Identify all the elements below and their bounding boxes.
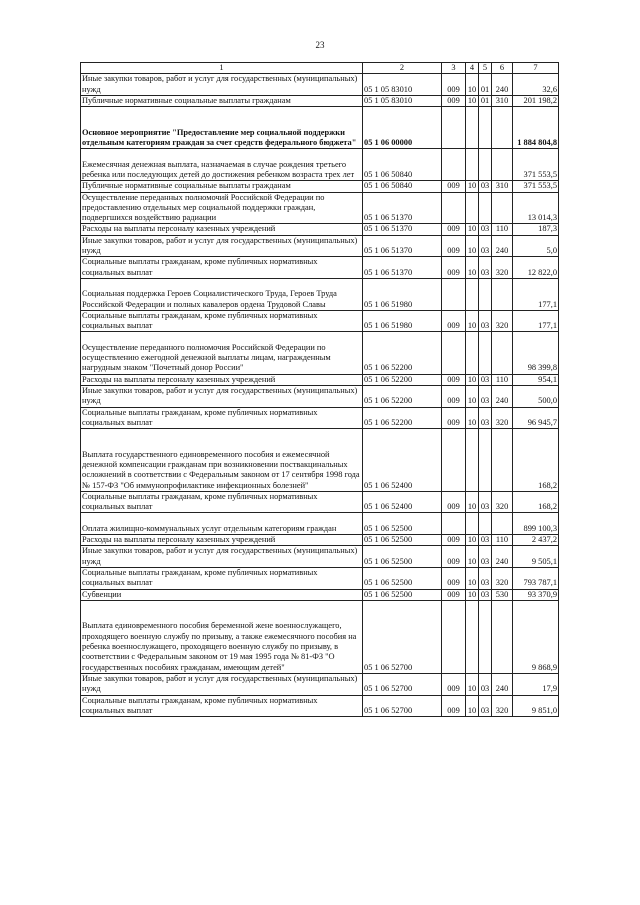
row-col3 (442, 107, 466, 149)
table-row (81, 429, 559, 492)
row-code: 05 1 06 50840 (363, 181, 442, 192)
row-col4: 10 (466, 407, 479, 429)
row-code: 05 1 06 52200 (363, 332, 442, 374)
row-col4: 10 (466, 374, 479, 385)
row-col6: 320 (492, 310, 513, 332)
row-col6: 110 (492, 224, 513, 235)
row-description: Социальная поддержка Героев Социалистического Труда, Героев Труда Российской Федерации и полных кавалеров ордена Трудовой Славы (81, 278, 363, 310)
row-amount: 371 553,5 (513, 181, 559, 192)
row-col4: 10 (466, 695, 479, 717)
row-col6: 110 (492, 535, 513, 546)
row-amount: 201 198,2 (513, 95, 559, 106)
row-description: Социальные выплаты гражданам, кроме публичных нормативных социальных выплат (81, 567, 363, 589)
row-description: Осуществление переданного полномочия Российской Федерации по осуществлению ежегодной денежной выплаты лицам, награжденным нагрудным знаком "Почетный донор России" (81, 332, 363, 374)
table-row (81, 673, 559, 695)
row-description: Осуществление переданных полномочий Российской Федерации по предоставлению отдельных мер социальной поддержки граждан, подвергшихся воздействию радиации (81, 192, 363, 224)
row-col6 (492, 600, 513, 673)
table-row (81, 374, 559, 385)
row-amount: 12 822,0 (513, 257, 559, 279)
row-amount: 1 884 804,8 (513, 107, 559, 149)
row-description: Расходы на выплаты персоналу казенных учреждений (81, 374, 363, 385)
row-col3 (442, 513, 466, 535)
row-col4 (466, 192, 479, 224)
row-col3: 009 (442, 673, 466, 695)
row-code: 05 1 05 83010 (363, 95, 442, 106)
row-description: Публичные нормативные социальные выплаты гражданам (81, 181, 363, 192)
row-amount: 177,1 (513, 278, 559, 310)
row-col4 (466, 278, 479, 310)
row-col5: 03 (479, 310, 492, 332)
row-col6 (492, 513, 513, 535)
row-col3 (442, 192, 466, 224)
table-row (81, 181, 559, 192)
row-code: 05 1 06 52200 (363, 385, 442, 407)
table-row (81, 567, 559, 589)
row-col6: 320 (492, 257, 513, 279)
row-col4: 10 (466, 95, 479, 106)
row-col3: 009 (442, 407, 466, 429)
row-col4: 10 (466, 546, 479, 568)
row-col5 (479, 192, 492, 224)
row-amount: 9 505,1 (513, 546, 559, 568)
row-col6: 240 (492, 385, 513, 407)
row-col4 (466, 513, 479, 535)
row-description: Иные закупки товаров, работ и услуг для государственных (муниципальных) нужд (81, 385, 363, 407)
table-header-row (81, 63, 559, 74)
row-col4 (466, 107, 479, 149)
row-code: 05 1 06 50840 (363, 149, 442, 181)
row-col3: 009 (442, 567, 466, 589)
table-row (81, 74, 559, 96)
row-col3 (442, 429, 466, 492)
row-col5 (479, 429, 492, 492)
row-col5 (479, 513, 492, 535)
row-code: 05 1 06 51370 (363, 224, 442, 235)
row-code: 05 1 06 52700 (363, 673, 442, 695)
row-description: Социальные выплаты гражданам, кроме публичных нормативных социальных выплат (81, 310, 363, 332)
row-code: 05 1 05 83010 (363, 74, 442, 96)
table-row (81, 149, 559, 181)
row-col6 (492, 192, 513, 224)
row-code: 05 1 06 52400 (363, 429, 442, 492)
row-col5 (479, 332, 492, 374)
row-col6 (492, 149, 513, 181)
row-amount: 93 370,9 (513, 589, 559, 600)
row-description: Иные закупки товаров, работ и услуг для государственных (муниципальных) нужд (81, 673, 363, 695)
row-description: Иные закупки товаров, работ и услуг для государственных (муниципальных) нужд (81, 235, 363, 257)
row-col3 (442, 600, 466, 673)
row-amount: 899 100,3 (513, 513, 559, 535)
row-code: 05 1 06 52500 (363, 567, 442, 589)
row-amount: 13 014,3 (513, 192, 559, 224)
row-code: 05 1 06 00000 (363, 107, 442, 149)
row-col4 (466, 429, 479, 492)
row-col4 (466, 332, 479, 374)
row-col4: 10 (466, 673, 479, 695)
row-col5: 03 (479, 407, 492, 429)
row-col6 (492, 278, 513, 310)
table-row (81, 546, 559, 568)
row-col3: 009 (442, 695, 466, 717)
table-row (81, 513, 559, 535)
row-code: 05 1 06 51370 (363, 192, 442, 224)
row-col3: 009 (442, 95, 466, 106)
row-code: 05 1 06 52700 (363, 695, 442, 717)
row-amount: 187,3 (513, 224, 559, 235)
row-amount: 98 399,8 (513, 332, 559, 374)
row-col3: 009 (442, 491, 466, 513)
row-code: 05 1 06 52200 (363, 407, 442, 429)
row-col5: 03 (479, 385, 492, 407)
row-col6 (492, 332, 513, 374)
row-col6: 310 (492, 95, 513, 106)
row-description: Иные закупки товаров, работ и услуг для государственных (муниципальных) нужд (81, 74, 363, 96)
row-col4 (466, 149, 479, 181)
header-cell: 4 (466, 63, 479, 74)
row-col3: 009 (442, 374, 466, 385)
row-amount: 177,1 (513, 310, 559, 332)
row-col6: 110 (492, 374, 513, 385)
row-col4: 10 (466, 224, 479, 235)
row-description: Субвенции (81, 589, 363, 600)
row-col6: 240 (492, 235, 513, 257)
table-row (81, 385, 559, 407)
row-description: Социальные выплаты гражданам, кроме публичных нормативных социальных выплат (81, 257, 363, 279)
header-cell: 3 (442, 63, 466, 74)
row-amount: 5,0 (513, 235, 559, 257)
row-amount: 954,1 (513, 374, 559, 385)
row-col6 (492, 429, 513, 492)
row-col4: 10 (466, 310, 479, 332)
row-col5: 03 (479, 235, 492, 257)
row-code: 05 1 06 51370 (363, 235, 442, 257)
row-description: Выплата государственного единовременного пособия и ежемесячной денежной компенсации гражданам при возникновении поствакцинальных осложнений в соответствии с Федеральным законом от 17 сентября 1998 года № 157-ФЗ "Об иммунопрофилактике инфекционных болезней" (81, 429, 363, 492)
row-col6: 240 (492, 74, 513, 96)
row-amount: 9 851,0 (513, 695, 559, 717)
table-row (81, 310, 559, 332)
row-code: 05 1 06 52400 (363, 491, 442, 513)
row-col5 (479, 278, 492, 310)
row-code: 05 1 06 52500 (363, 535, 442, 546)
row-description: Социальные выплаты гражданам, кроме публичных нормативных социальных выплат (81, 491, 363, 513)
row-col5: 03 (479, 257, 492, 279)
row-col3: 009 (442, 546, 466, 568)
row-col4: 10 (466, 235, 479, 257)
row-col3: 009 (442, 181, 466, 192)
header-cell: 7 (513, 63, 559, 74)
row-col3: 009 (442, 257, 466, 279)
row-col5: 03 (479, 374, 492, 385)
table-row (81, 535, 559, 546)
row-col4: 10 (466, 567, 479, 589)
row-col4: 10 (466, 491, 479, 513)
table-row (81, 332, 559, 374)
row-col6: 320 (492, 491, 513, 513)
row-code: 05 1 06 52200 (363, 374, 442, 385)
row-description: Расходы на выплаты персоналу казенных учреждений (81, 224, 363, 235)
row-amount: 32,6 (513, 74, 559, 96)
row-col6: 320 (492, 407, 513, 429)
row-col5: 03 (479, 535, 492, 546)
row-col5: 01 (479, 95, 492, 106)
row-col5: 03 (479, 673, 492, 695)
row-col3: 009 (442, 385, 466, 407)
row-col6: 240 (492, 673, 513, 695)
row-description: Оплата жилищно-коммунальных услуг отдельным категориям граждан (81, 513, 363, 535)
header-cell: 1 (81, 63, 363, 74)
row-description: Ежемесячная денежная выплата, назначаемая в случае рождения третьего ребенка или последующих детей до достижения ребенком возраста трех лет (81, 149, 363, 181)
row-description: Иные закупки товаров, работ и услуг для государственных (муниципальных) нужд (81, 546, 363, 568)
row-amount: 371 553,5 (513, 149, 559, 181)
row-description: Расходы на выплаты персоналу казенных учреждений (81, 535, 363, 546)
table-row (81, 589, 559, 600)
row-col3: 009 (442, 235, 466, 257)
row-col6: 240 (492, 546, 513, 568)
table-row (81, 407, 559, 429)
row-amount: 500,0 (513, 385, 559, 407)
row-description: Социальные выплаты гражданам, кроме публичных нормативных социальных выплат (81, 695, 363, 717)
row-col3 (442, 278, 466, 310)
row-description: Публичные нормативные социальные выплаты гражданам (81, 95, 363, 106)
row-col6 (492, 107, 513, 149)
row-amount: 168,2 (513, 429, 559, 492)
row-amount: 168,2 (513, 491, 559, 513)
row-col5: 01 (479, 74, 492, 96)
row-col5: 03 (479, 589, 492, 600)
row-col5: 03 (479, 567, 492, 589)
row-col5: 03 (479, 224, 492, 235)
table-row (81, 192, 559, 224)
header-cell: 5 (479, 63, 492, 74)
row-col5 (479, 107, 492, 149)
row-col4: 10 (466, 535, 479, 546)
row-col5: 03 (479, 491, 492, 513)
table-row (81, 257, 559, 279)
row-col5: 03 (479, 181, 492, 192)
row-amount: 9 868,9 (513, 600, 559, 673)
row-col4: 10 (466, 74, 479, 96)
table-row (81, 695, 559, 717)
row-col4: 10 (466, 181, 479, 192)
row-code: 05 1 06 51980 (363, 310, 442, 332)
table-row (81, 235, 559, 257)
row-col3: 009 (442, 589, 466, 600)
table-row (81, 107, 559, 149)
row-col4: 10 (466, 257, 479, 279)
row-col3: 009 (442, 310, 466, 332)
table-row (81, 278, 559, 310)
row-col6: 530 (492, 589, 513, 600)
row-col3: 009 (442, 224, 466, 235)
row-code: 05 1 06 52500 (363, 546, 442, 568)
row-col5 (479, 600, 492, 673)
table-row (81, 224, 559, 235)
row-col4: 10 (466, 589, 479, 600)
budget-table-body (81, 63, 559, 717)
row-amount: 96 945,7 (513, 407, 559, 429)
row-code: 05 1 06 51370 (363, 257, 442, 279)
row-col3 (442, 149, 466, 181)
row-col6: 320 (492, 567, 513, 589)
row-col3 (442, 332, 466, 374)
row-description: Основное мероприятие "Предоставление мер социальной поддержки отдельным категориям граждан за счет средств федерального бюджета" (81, 107, 363, 149)
page-number: 23 (315, 40, 325, 50)
row-col4: 10 (466, 385, 479, 407)
row-description: Выплата единовременного пособия беременной жене военнослужащего, проходящего военную службу по призыву, а также ежемесячного пособия на ребенка военнослужащего, проходящего военную службу по призыву, в соответствии с Федеральным законом от 19 мая 1995 года № 81-ФЗ "О государственных пособиях гражданам, имеющим детей" (81, 600, 363, 673)
row-description: Социальные выплаты гражданам, кроме публичных нормативных социальных выплат (81, 407, 363, 429)
row-col5: 03 (479, 695, 492, 717)
row-code: 05 1 06 52500 (363, 513, 442, 535)
header-cell: 2 (363, 63, 442, 74)
row-col4 (466, 600, 479, 673)
table-row (81, 95, 559, 106)
header-cell: 6 (492, 63, 513, 74)
row-amount: 17,9 (513, 673, 559, 695)
row-col6: 310 (492, 181, 513, 192)
row-col5: 03 (479, 546, 492, 568)
row-col6: 320 (492, 695, 513, 717)
row-amount: 793 787,1 (513, 567, 559, 589)
row-code: 05 1 06 51980 (363, 278, 442, 310)
row-amount: 2 437,2 (513, 535, 559, 546)
row-col5 (479, 149, 492, 181)
row-col3: 009 (442, 74, 466, 96)
row-col3: 009 (442, 535, 466, 546)
table-row (81, 491, 559, 513)
row-code: 05 1 06 52700 (363, 600, 442, 673)
row-code: 05 1 06 52500 (363, 589, 442, 600)
budget-table (80, 62, 559, 717)
table-row (81, 600, 559, 673)
